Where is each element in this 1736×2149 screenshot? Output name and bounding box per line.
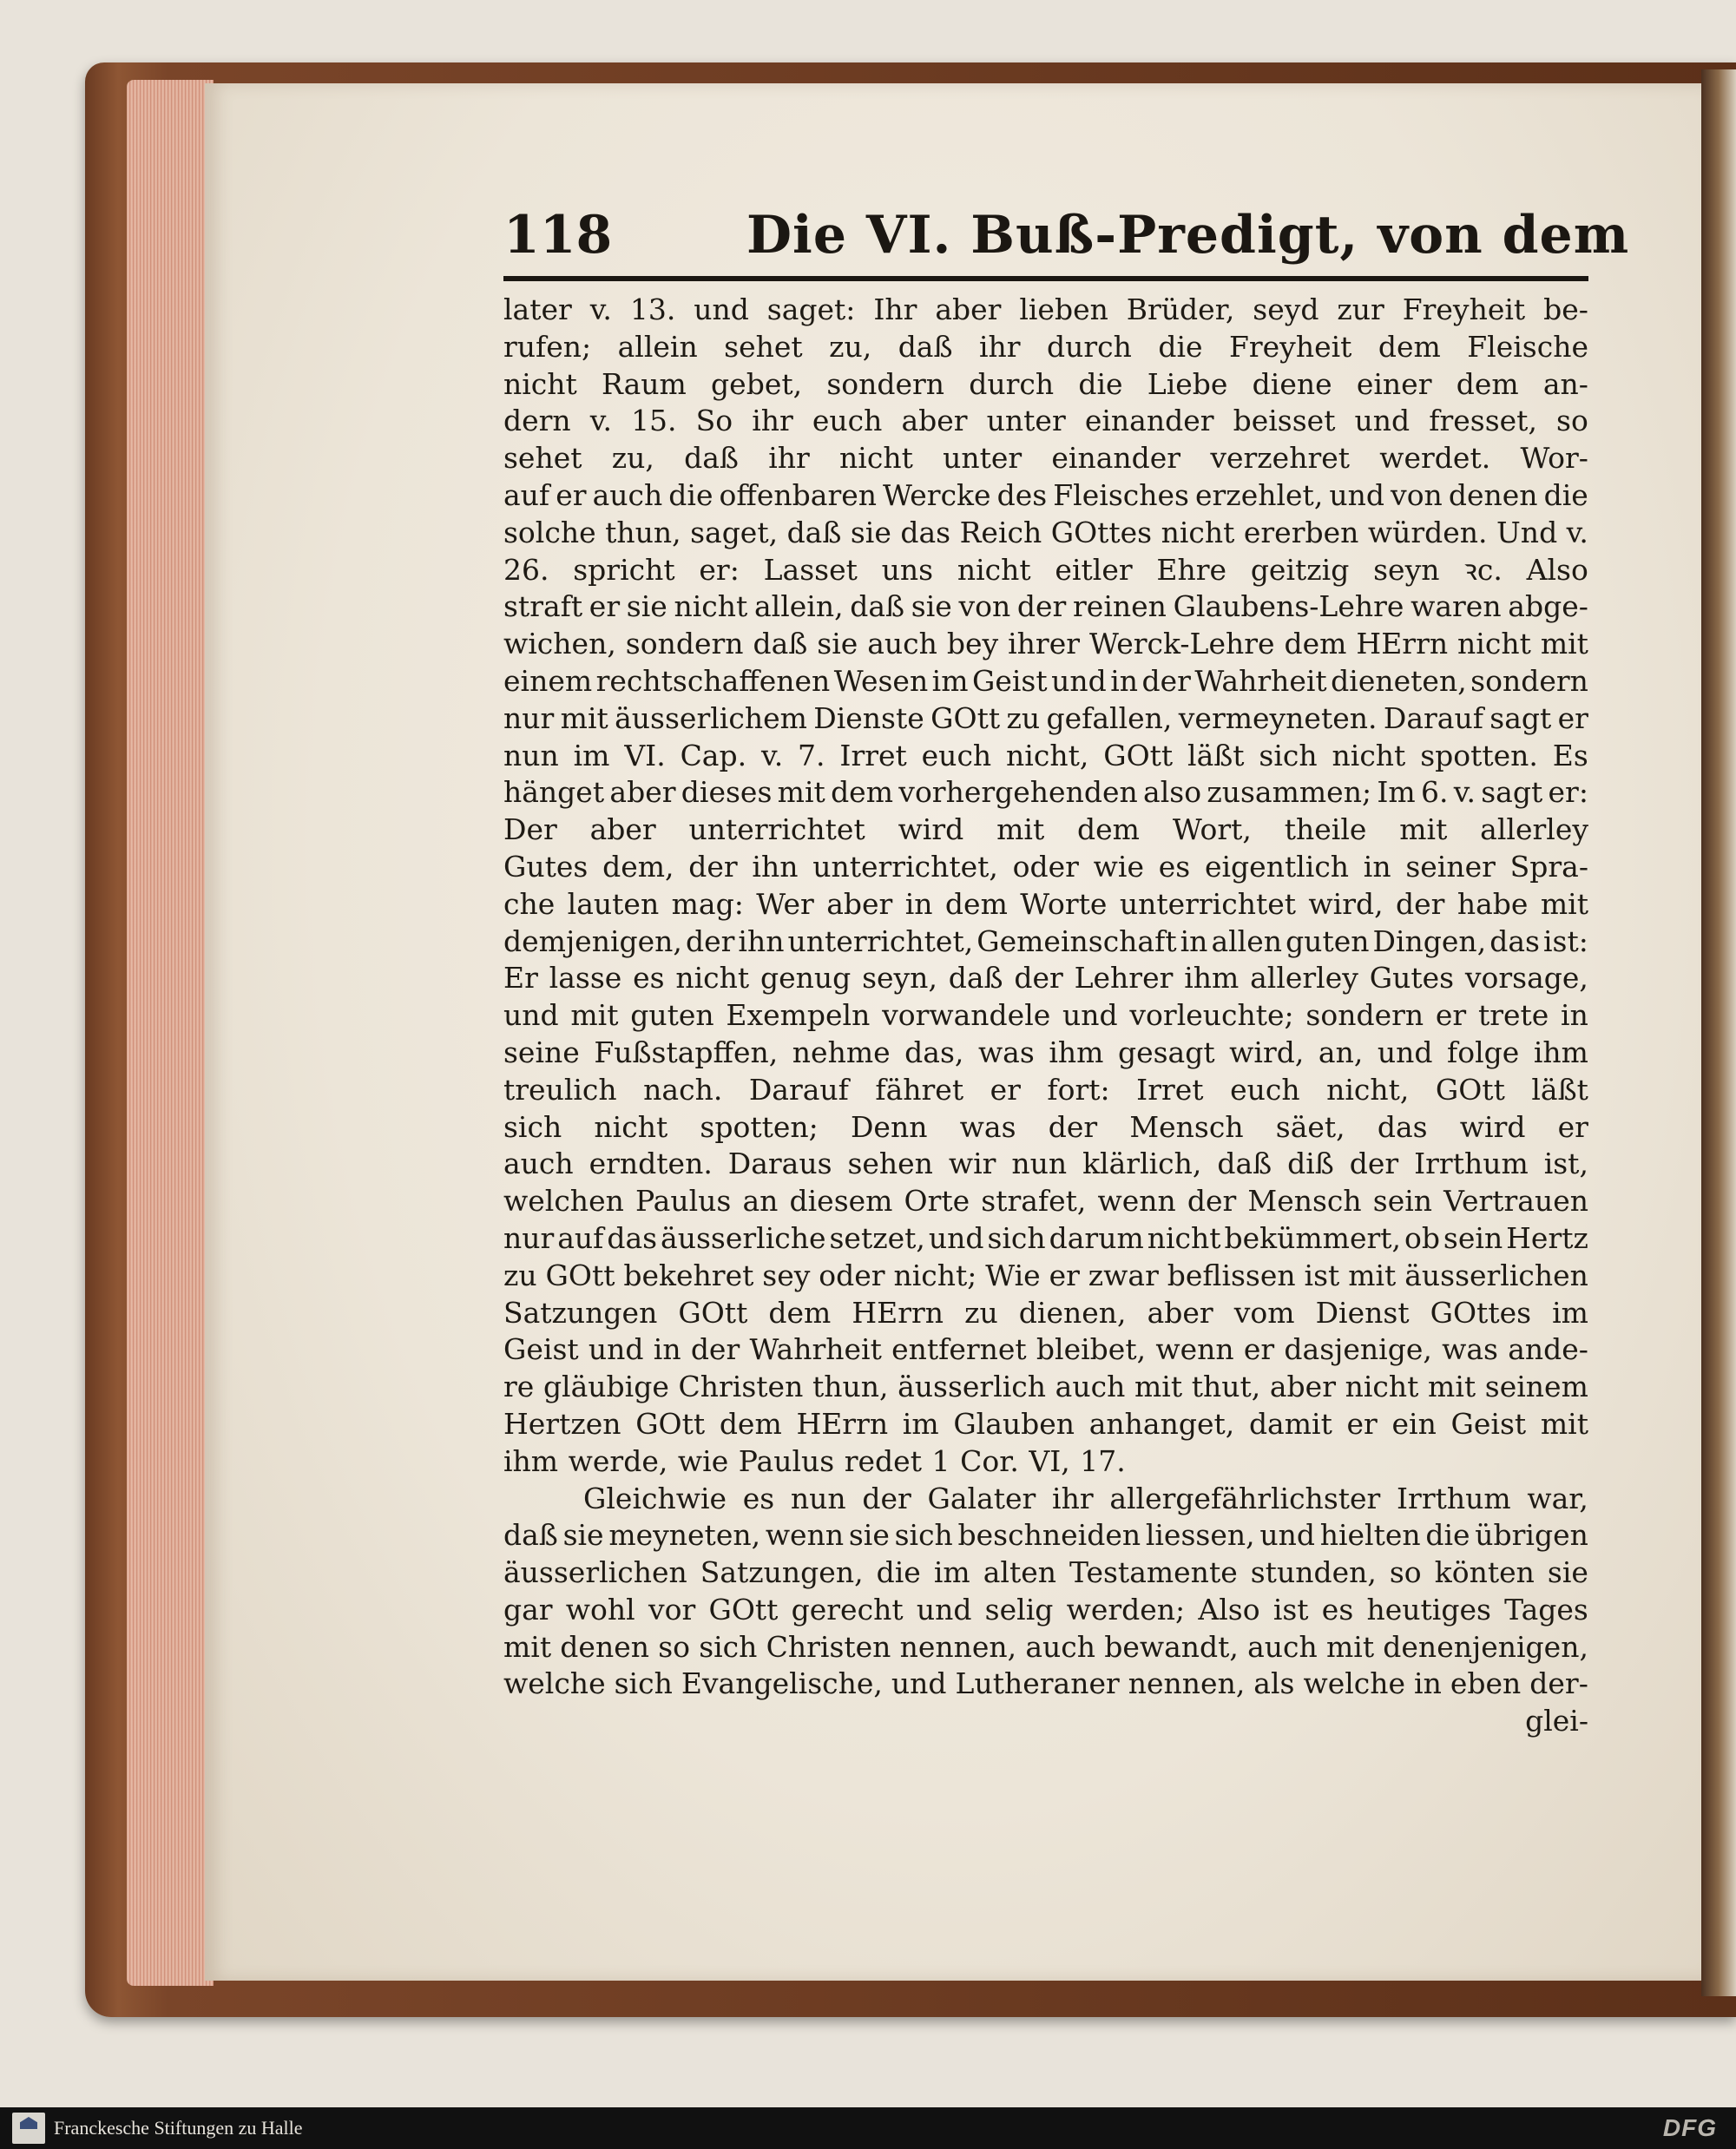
text-line: Der aber unterrichtet wird mit dem Wort, theile mit allerley: [503, 812, 1588, 847]
text-line: äusserlichen Satzungen, die im alten Testamente stunden, so könten sie: [503, 1555, 1588, 1590]
text-line: dern v. 15. So ihr euch aber unter einander beisset und fresset, so: [503, 404, 1588, 438]
text-line: solche thun, saget, daß sie das Reich GOttes nicht ererben würden. Und v.: [503, 515, 1588, 549]
text-line: welche sich Evangelische, und Lutheraner nennen, als welche in eben der-: [503, 1666, 1588, 1701]
text-line: mit denen so sich Christen nennen, auch bewandt, auch mit denenjenigen,: [503, 1629, 1588, 1664]
running-title: Die VI. Buß-Predigt, von dem: [746, 205, 1630, 266]
page-text: [503, 292, 1588, 1740]
dfg-logo: DFG: [1662, 2114, 1717, 2141]
text-line: Gleichwie es nun der Galater ihr allergefährlichster Irrthum war,: [583, 1481, 1588, 1515]
text-line: sehet zu, daß ihr nicht unter einander verzehret werdet. Wor-: [503, 441, 1588, 476]
text-line: ihm werde, wie Paulus redet 1 Cor. VI, 17.: [503, 1443, 1126, 1478]
text-line: daß sie meyneten, wenn sie sich beschneiden liessen, und hielten die übrigen: [503, 1518, 1588, 1553]
text-line: straft er sie nicht allein, daß sie von der reinen Glaubens-Lehre waren abge-: [503, 589, 1588, 624]
text-line: Satzungen GOtt dem HErrn zu dienen, aber vom Dienst GOttes im: [503, 1295, 1588, 1330]
text-line: Hertzen GOtt dem HErrn im Glauben anhanget, damit er ein Geist mit: [503, 1406, 1588, 1441]
text-line: nicht Raum gebet, sondern durch die Liebe diene einer dem an-: [503, 366, 1588, 401]
page-header: [503, 205, 1630, 285]
text-line: auch erndten. Daraus sehen wir nun klärlich, daß diß der Irrthum ist,: [503, 1147, 1588, 1181]
page-number: 118: [503, 205, 613, 266]
text-line: auf er auch die offenbaren Wercke des Fleisches erzehlet, und von denen die: [503, 477, 1588, 512]
text-line: sich nicht spotten; Denn was der Mensch säet, das wird er: [503, 1109, 1588, 1144]
footer-bar: [0, 2107, 1736, 2149]
text-line: wichen, sondern daß sie auch bey ihrer Werck-Lehre dem HErrn nicht mit: [503, 627, 1588, 661]
text-line: zu GOtt bekehret sey oder nicht; Wie er zwar beflissen ist mit äusserlichen: [503, 1258, 1588, 1292]
text-line: welchen Paulus an diesem Orte strafet, wenn der Mensch sein Vertrauen: [503, 1184, 1588, 1219]
book-gutter: [1701, 69, 1736, 1996]
text-line: Er lasse es nicht genug seyn, daß der Lehrer ihm allerley Gutes vorsage,: [503, 961, 1588, 996]
footer-credit: Franckesche Stiftungen zu Halle: [54, 2117, 303, 2139]
text-line: nur mit äusserlichem Dienste GOtt zu gefallen, vermeyneten. Darauf sagt er: [503, 700, 1588, 735]
page-edges: [127, 80, 214, 1986]
text-line: re gläubige Christen thun, äusserlich auch mit thut, aber nicht mit seinem: [503, 1370, 1588, 1404]
text-line: 26. spricht er: Lasset uns nicht eitler Ehre geitzig seyn ꝛc. Also: [503, 552, 1588, 587]
text-line: einem rechtschaffenen Wesen im Geist und in der Wahrheit dieneten, sondern: [503, 663, 1588, 698]
text-line: later v. 13. und saget: Ihr aber lieben Brüder, seyd zur Freyheit be-: [503, 292, 1588, 326]
text-line: che lauten mag: Wer aber in dem Worte unterrichtet wird, der habe mit: [503, 886, 1588, 921]
text-line: nun im VI. Cap. v. 7. Irret euch nicht, GOtt läßt sich nicht spotten. Es: [503, 738, 1588, 772]
text-line: rufen; allein sehet zu, daß ihr durch die Freyheit dem Fleische: [503, 329, 1588, 364]
text-line: nur auf das äusserliche setzet, und sich darum nicht bekümmert, ob sein Hertz: [503, 1220, 1588, 1255]
institution-logo-icon: [12, 2113, 45, 2144]
text-line: hänget aber dieses mit dem vorhergehenden also zusammen; Im 6. v. sagt er:: [503, 775, 1588, 810]
text-line: und mit guten Exempeln vorwandele und vorleuchte; sondern er trete in: [503, 998, 1588, 1033]
text-line: Geist und in der Wahrheit entfernet bleibet, wenn er dasjenige, was ande-: [503, 1332, 1588, 1367]
catchword: glei-: [1525, 1704, 1588, 1738]
text-line: Gutes dem, der ihn unterrichtet, oder wie es eigentlich in seiner Spra-: [503, 849, 1588, 884]
text-line: demjenigen, der ihn unterrichtet, Gemeinschaft in allen guten Dingen, das ist:: [503, 923, 1588, 958]
text-line: treulich nach. Darauf fähret er fort: Irret euch nicht, GOtt läßt: [503, 1072, 1588, 1107]
text-line: gar wohl vor GOtt gerecht und selig werden; Also ist es heutiges Tages: [503, 1592, 1588, 1627]
header-rule: [503, 276, 1588, 281]
text-line: seine Fußstapffen, nehme das, was ihm gesagt wird, an, und folge ihm: [503, 1035, 1588, 1069]
